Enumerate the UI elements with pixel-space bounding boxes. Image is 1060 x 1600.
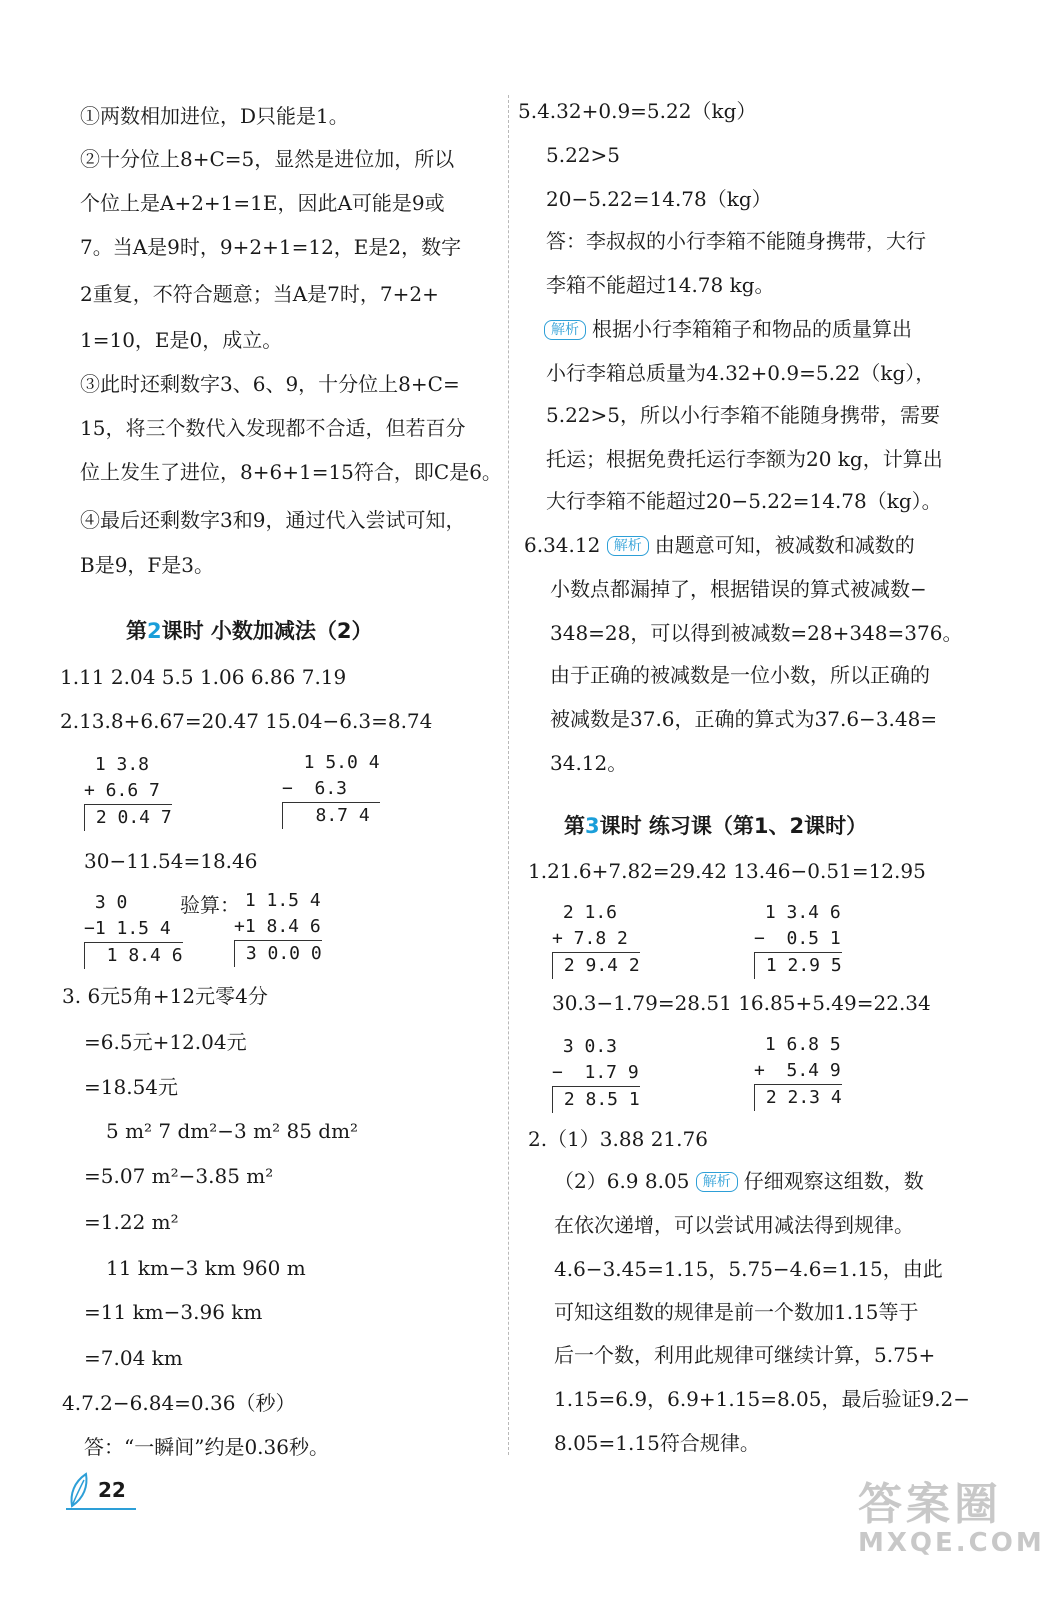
answer-line: 4.7.2−6.84=0.36（秒） bbox=[62, 1391, 296, 1415]
text-line: ②十分位上8+C=5，显然是进位加，所以 bbox=[80, 147, 455, 171]
answer-line: 答：“一瞬间”约是0.36秒。 bbox=[84, 1435, 329, 1459]
analysis-tag: 解析 bbox=[696, 1172, 738, 1192]
section-heading: 第3课时 练习课（第1、2课时） bbox=[564, 814, 868, 838]
text-line: 位上发生了进位，8+6+1=15符合，即C是6。 bbox=[80, 460, 502, 484]
text-line: ③此时还剩数字3、6、9，十分位上8+C= bbox=[80, 372, 460, 396]
answer-line: =11 km−3.96 km bbox=[84, 1300, 263, 1324]
vertical-calc: 1 6.8 5 + 5.4 9 2 2.3 4 bbox=[754, 1032, 842, 1111]
text-line: 个位上是A+2+1=1E，因此A可能是9或 bbox=[80, 191, 445, 215]
text-line: ①两数相加进位，D只能是1。 bbox=[80, 104, 349, 128]
answer-line: 5.22>5 bbox=[546, 143, 621, 167]
answer-line: 李箱不能超过14.78 kg。 bbox=[546, 273, 775, 297]
analysis-line: 可知这组数的规律是前一个数加1.15等于 bbox=[554, 1300, 919, 1324]
analysis-line: 8.05=1.15符合规律。 bbox=[554, 1431, 760, 1455]
answer-line: 答：李叔叔的小行李箱不能随身携带，大行 bbox=[546, 229, 926, 253]
answer-line: =5.07 m²−3.85 m² bbox=[84, 1164, 274, 1188]
vertical-calc: 1 3.8 + 6.6 7 2 0.4 7 bbox=[84, 752, 172, 831]
analysis-line: 小数点都漏掉了，根据错误的算式被减数− bbox=[550, 577, 927, 601]
vertical-calc: 1 5.0 4 − 6.3 8.7 4 bbox=[282, 750, 380, 829]
analysis-line: 在依次递增，可以尝试用减法得到规律。 bbox=[554, 1213, 914, 1237]
text-line: 15，将三个数代入发现都不合适，但若百分 bbox=[80, 416, 466, 440]
leaf-icon bbox=[66, 1472, 94, 1508]
vertical-calc: 2 1.6 + 7.8 2 2 9.4 2 bbox=[552, 900, 640, 979]
analysis-line: 348=28，可以得到被减数=28+348=376。 bbox=[550, 621, 963, 645]
text-line: 1=10，E是0，成立。 bbox=[80, 328, 283, 352]
analysis-line: 由于正确的被减数是一位小数，所以正确的 bbox=[550, 663, 930, 687]
vertical-calc: 3 0 −1 1.5 4 1 8.4 6 bbox=[84, 890, 183, 969]
analysis-line: （2）6.9 8.05 解析 仔细观察这组数，数 bbox=[554, 1169, 924, 1193]
analysis-line: 解析 根据小行李箱箱子和物品的质量算出 bbox=[544, 316, 912, 342]
answer-line: 30.3−1.79=28.51 16.85+5.49=22.34 bbox=[552, 991, 931, 1015]
analysis-line: 大行李箱不能超过20−5.22=14.78（kg）。 bbox=[546, 489, 942, 513]
answer-line: 20−5.22=14.78（kg） bbox=[546, 187, 772, 211]
answer-line: 5 m² 7 dm²−3 m² 85 dm² bbox=[106, 1119, 359, 1143]
answer-line: =6.5元+12.04元 bbox=[84, 1030, 247, 1054]
answer-line: 2.（1）3.88 21.76 bbox=[528, 1127, 708, 1151]
page-number-underline bbox=[66, 1508, 136, 1510]
analysis-line: 1.15=6.9，6.9+1.15=8.05，最后验证9.2− bbox=[554, 1387, 971, 1411]
answer-line: 1.11 2.04 5.5 1.06 6.86 7.19 bbox=[60, 665, 347, 689]
analysis-tag: 解析 bbox=[544, 320, 586, 340]
page-number: 22 bbox=[98, 1478, 126, 1502]
analysis-line: 34.12。 bbox=[550, 751, 628, 775]
text-line: 7。当A是9时，9+2+1=12，E是2，数字 bbox=[80, 235, 462, 259]
answer-line: 30−11.54=18.46 bbox=[84, 849, 258, 873]
answer-line: =7.04 km bbox=[84, 1346, 183, 1370]
answer-line: 1.21.6+7.82=29.42 13.46−0.51=12.95 bbox=[528, 859, 926, 883]
vertical-calc: 3 0.3 − 1.7 9 2 8.5 1 bbox=[552, 1034, 640, 1113]
analysis-line: 被减数是37.6，正确的算式为37.6−3.48= bbox=[550, 707, 938, 731]
answer-line: =1.22 m² bbox=[84, 1210, 179, 1234]
text-line: B是9，F是3。 bbox=[80, 553, 215, 577]
check-label: 验算： bbox=[180, 893, 240, 917]
analysis-line: 6.34.12 解析 由题意可知，被减数和减数的 bbox=[524, 533, 915, 557]
analysis-line: 小行李箱总质量为4.32+0.9=5.22（kg）， bbox=[546, 361, 936, 385]
section-heading: 第2课时 小数加减法（2） bbox=[126, 619, 373, 643]
analysis-line: 5.22>5，所以小行李箱不能随身携带，需要 bbox=[546, 403, 941, 427]
vertical-calc: 1 3.4 6 − 0.5 1 1 2.9 5 bbox=[754, 900, 842, 979]
answer-line: 11 km−3 km 960 m bbox=[106, 1256, 306, 1280]
analysis-line: 4.6−3.45=1.15，5.75−4.6=1.15，由此 bbox=[554, 1257, 943, 1281]
text-line: ④最后还剩数字3和9，通过代入尝试可知， bbox=[80, 508, 466, 532]
answer-line: =18.54元 bbox=[84, 1075, 179, 1099]
text-line: 2重复，不符合题意；当A是7时，7+2+ bbox=[80, 282, 439, 306]
analysis-line: 托运；根据免费托运行李额为20 kg，计算出 bbox=[546, 447, 943, 471]
analysis-line: 后一个数，利用此规律可继续计算，5.75+ bbox=[554, 1343, 936, 1367]
analysis-tag: 解析 bbox=[607, 536, 649, 556]
watermark: 答案圈 MXQE.COM bbox=[858, 1479, 1045, 1558]
vertical-calc: 1 1.5 4 +1 8.4 6 3 0.0 0 bbox=[234, 888, 322, 967]
column-divider bbox=[508, 95, 509, 1455]
answer-line: 3. 6元5角+12元零4分 bbox=[62, 984, 268, 1008]
answer-line: 2.13.8+6.67=20.47 15.04−6.3=8.74 bbox=[60, 709, 433, 733]
answer-line: 5.4.32+0.9=5.22（kg） bbox=[518, 99, 757, 123]
